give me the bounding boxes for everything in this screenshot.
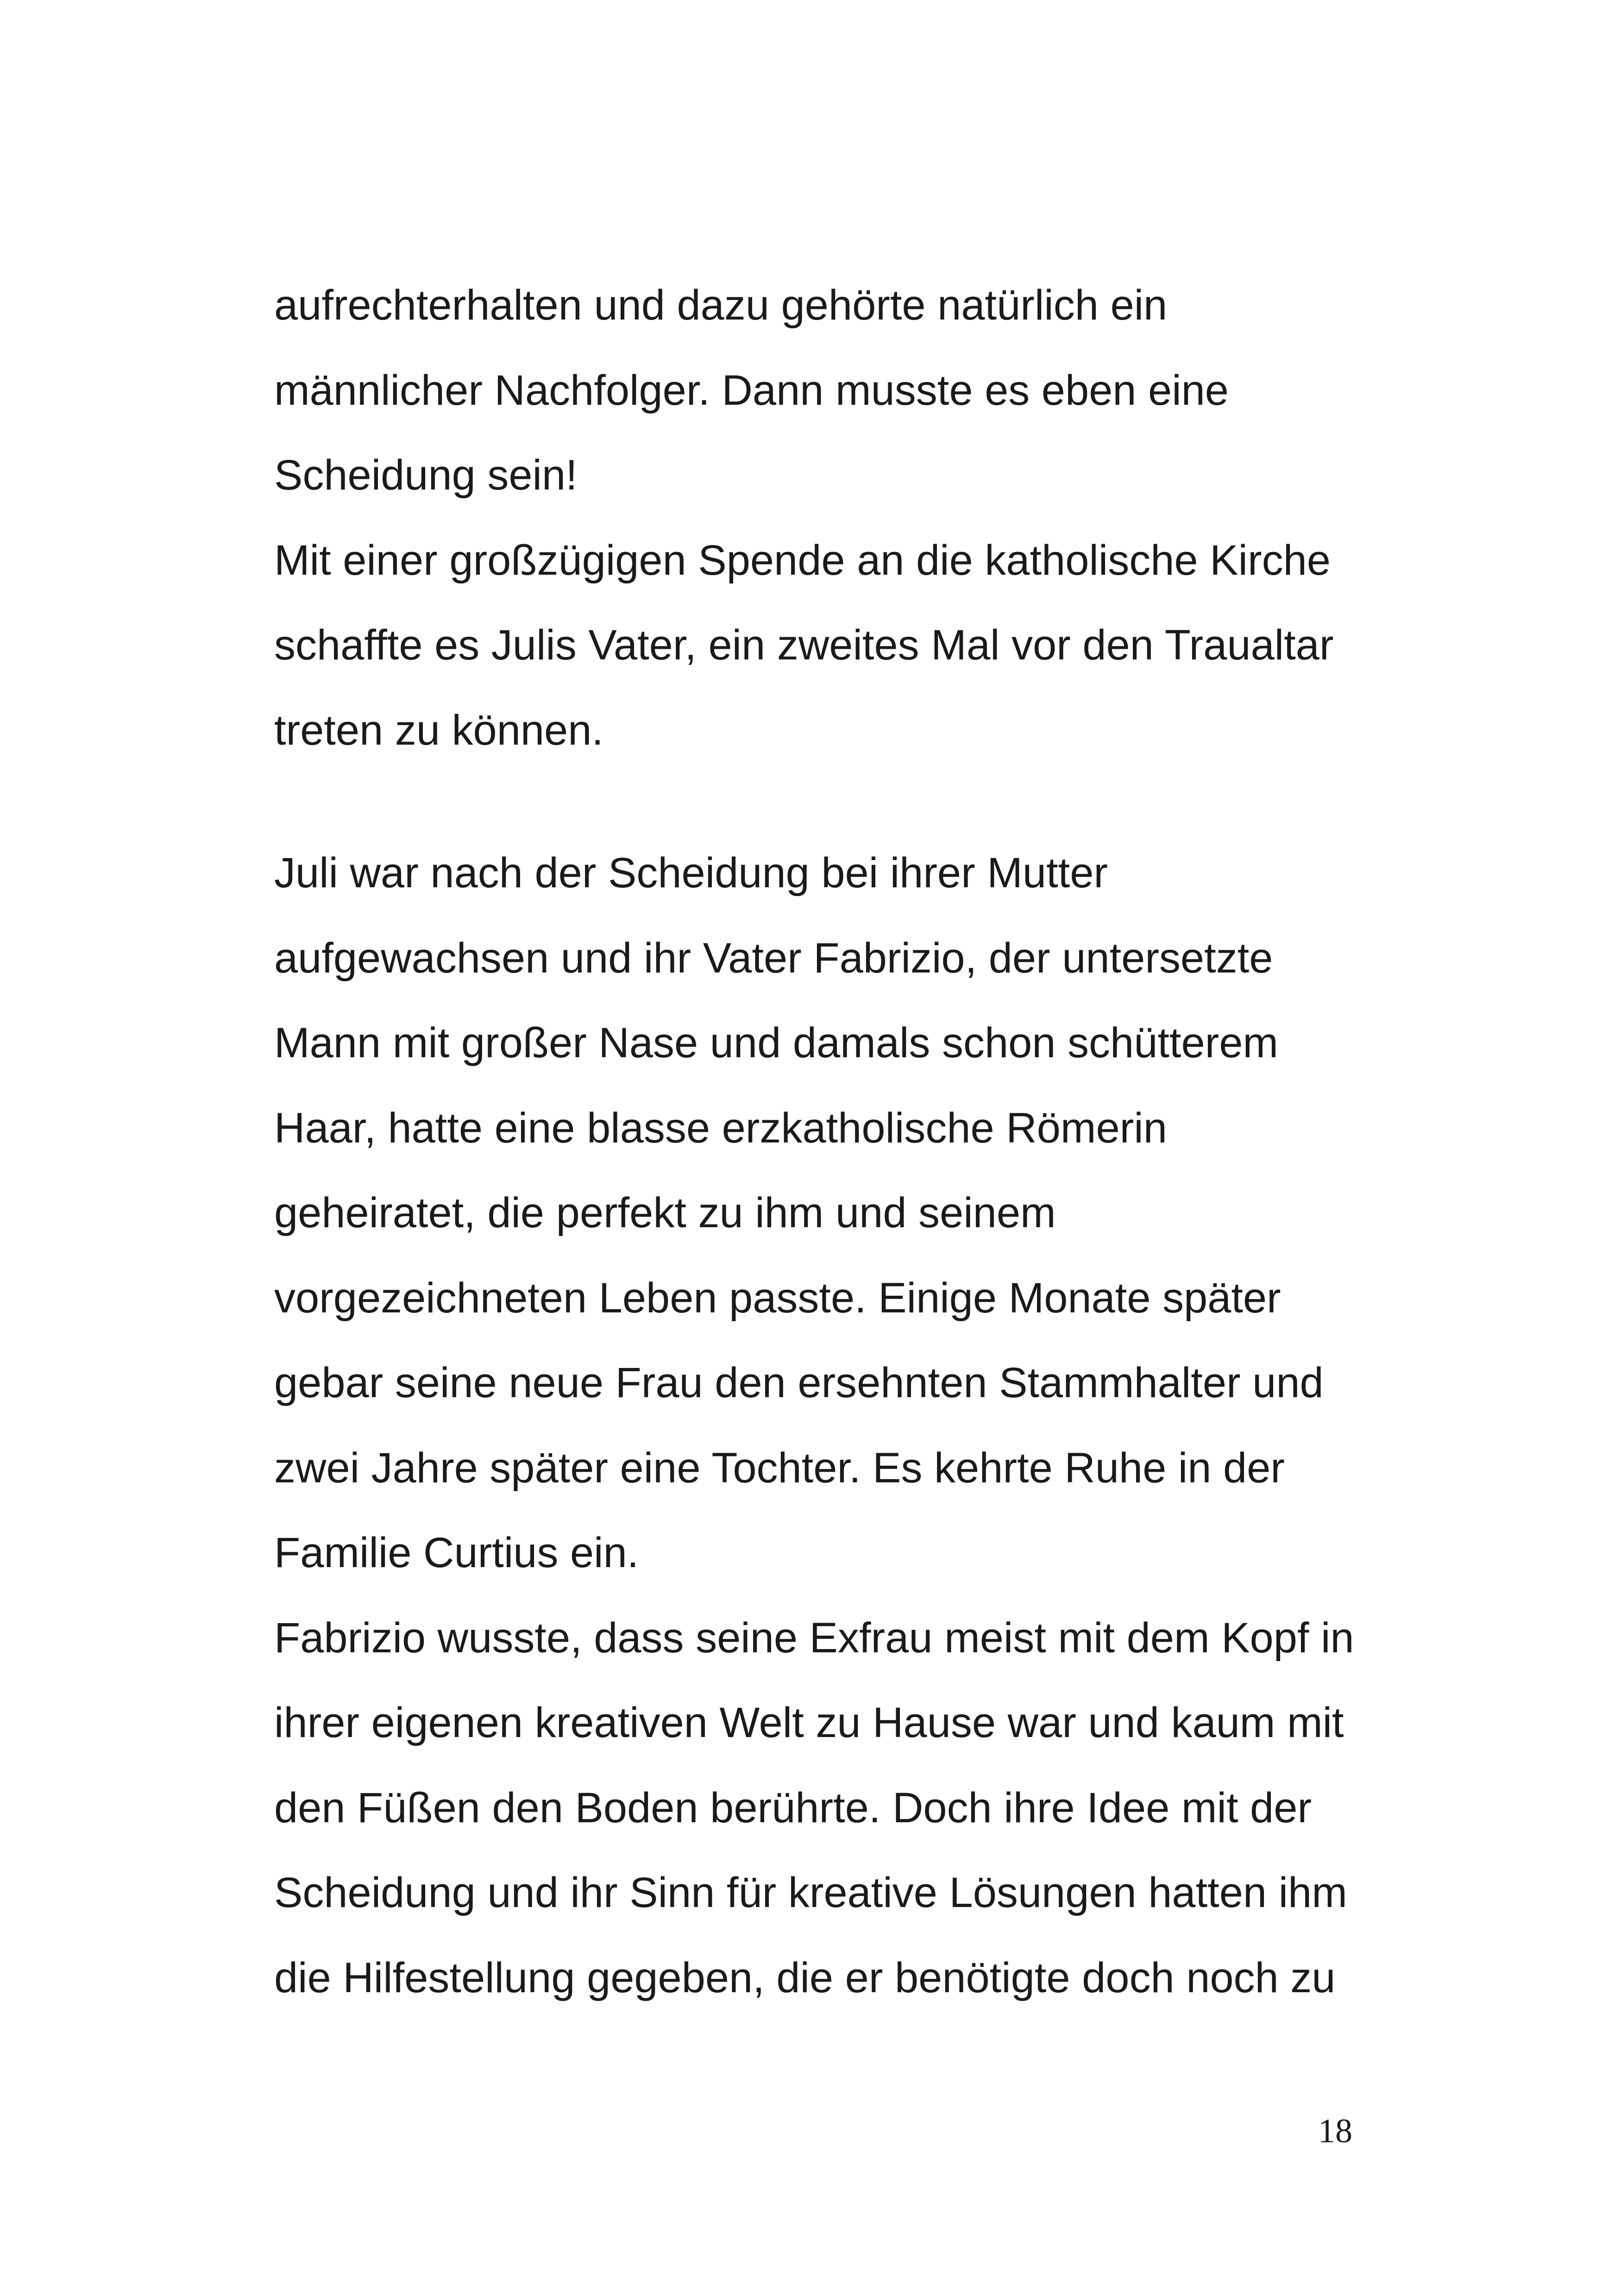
text-line: zwei Jahre später eine Tochter. Es kehrte Ruhe in der [274, 1444, 1285, 1492]
text-line: Familie Curtius ein. [274, 1529, 639, 1576]
text-line: gebar seine neue Frau den ersehnten Stammhalter und [274, 1359, 1324, 1406]
text-line: Mit einer großzügigen Spende an die katholische Kirche [274, 536, 1331, 584]
paragraph-3 [274, 831, 1395, 1596]
text-line: Fabrizio wusste, dass seine Exfrau meist mit dem Kopf in [274, 1614, 1354, 1662]
paragraph-spacer [274, 773, 1395, 831]
paragraph-2 [274, 518, 1395, 773]
text-line: vorgezeichneten Leben passte. Einige Monate später [274, 1274, 1281, 1322]
text-line: aufrechterhalten und dazu gehörte natürlich ein [274, 282, 1168, 329]
paragraph-4 [274, 1596, 1395, 2021]
text-line: die Hilfestellung gegeben, die er benötigte doch noch zu [274, 1954, 1336, 2001]
text-line: Haar, hatte eine blasse erzkatholische Römerin [274, 1104, 1167, 1152]
text-line: geheiratet, die perfekt zu ihm und seinem [274, 1189, 1056, 1236]
body-text [274, 263, 1395, 2020]
text-line: männlicher Nachfolger. Dann musste es eben eine [274, 366, 1229, 414]
text-line: ihrer eigenen kreativen Welt zu Hause war und kaum mit [274, 1699, 1344, 1746]
paragraph-1 [274, 263, 1395, 518]
text-line: schaffte es Julis Vater, ein zweites Mal vor den Traualtar [274, 621, 1334, 669]
page-number: 18 [1318, 2112, 1352, 2150]
text-line: treten zu können. [274, 706, 603, 754]
text-line: den Füßen den Boden berührte. Doch ihre Idee mit der [274, 1784, 1312, 1832]
text-line: aufgewachsen und ihr Vater Fabrizio, der untersetzte [274, 934, 1273, 982]
text-line: Mann mit großer Nase und damals schon schütterem [274, 1019, 1279, 1066]
text-line: Scheidung sein! [274, 452, 578, 499]
text-line: Juli war nach der Scheidung bei ihrer Mutter [274, 849, 1108, 897]
text-line: Scheidung und ihr Sinn für kreative Lösungen hatten ihm [274, 1869, 1347, 1916]
